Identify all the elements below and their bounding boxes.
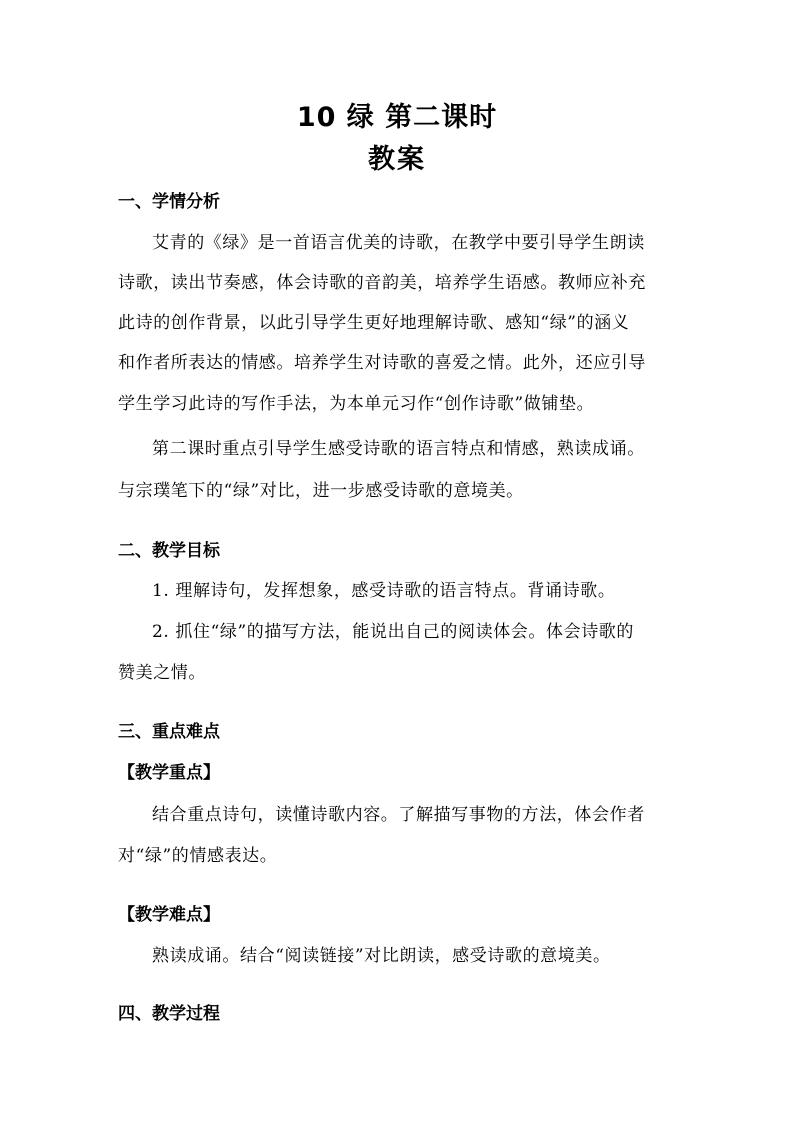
paragraph-line: 艾青的《绿》是一首语言优美的诗歌，在教学中要引导学生朗读 xyxy=(152,233,645,253)
section-heading-process: 四、教学过程 xyxy=(118,1004,220,1024)
paragraph-line: 结合重点诗句，读懂诗歌内容。了解描写事物的方法，体会作者 xyxy=(152,805,645,825)
paragraph-line: 和作者所表达的情感。培养学生对诗歌的喜爱之情。此外，还应引导 xyxy=(118,353,646,373)
paragraph-line: 此诗的创作背景，以此引导学生更好地理解诗歌、感知“绿”的涵义 xyxy=(118,313,630,333)
goal-item-continuation: 赞美之情。 xyxy=(118,663,206,683)
goal-item: 2. 抓住“绿”的描写方法，能说出自己的阅读体会。体会诗歌的 xyxy=(152,622,635,642)
paragraph-line: 学生学习此诗的写作手法，为本单元习作“创作诗歌”做铺垫。 xyxy=(118,394,595,414)
lesson-title: 10 绿 第二课时 xyxy=(296,102,498,133)
lesson-subtitle: 教案 xyxy=(368,144,426,175)
section-heading-goals: 二、教学目标 xyxy=(118,541,220,561)
goal-item: 1. 理解诗句，发挥想象，感受诗歌的语言特点。背诵诗歌。 xyxy=(152,581,616,601)
paragraph-line: 诗歌，读出节奏感，体会诗歌的音韵美，培养学生语感。教师应补充 xyxy=(118,273,646,293)
paragraph-line: 熟读成诵。结合“阅读链接”对比朗读，感受诗歌的意境美。 xyxy=(152,946,611,966)
section-heading-key-points: 三、重点难点 xyxy=(118,722,220,742)
paragraph-line: 对“绿”的情感表达。 xyxy=(118,846,278,866)
key-point-label: 【教学重点】 xyxy=(118,763,220,783)
paragraph-line: 第二课时重点引导学生感受诗歌的语言特点和情感，熟读成诵。 xyxy=(152,439,645,459)
difficulty-label: 【教学难点】 xyxy=(118,905,220,925)
paragraph-line: 与宗璞笔下的“绿”对比，进一步感受诗歌的意境美。 xyxy=(118,481,524,501)
section-heading-analysis: 一、学情分析 xyxy=(118,192,220,212)
